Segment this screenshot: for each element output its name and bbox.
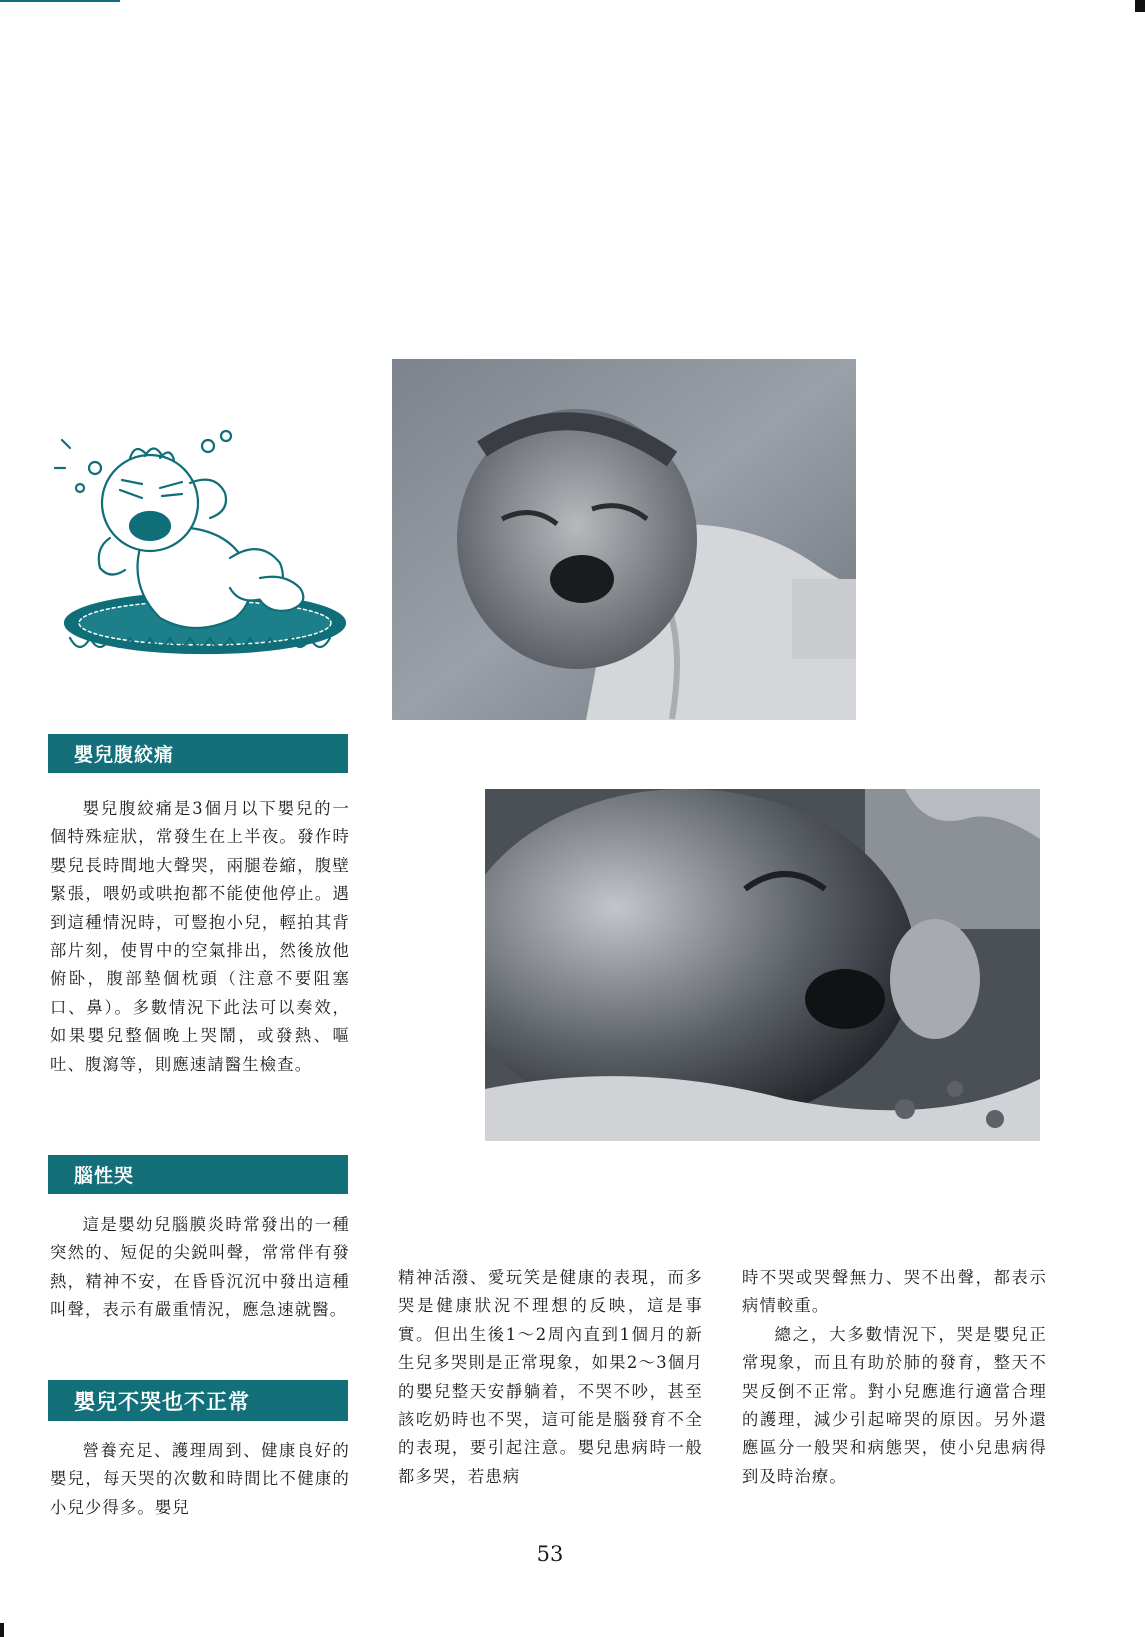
page-number: 53 bbox=[536, 1542, 564, 1566]
colic-paragraph: 嬰兒腹絞痛是3個月以下嬰兒的一個特殊症狀，常發生在上半夜。發作時嬰兒長時間地大聲哭，兩腿卷縮，腹壁緊張，喂奶或哄抱都不能使他停止。遇到這種情況時，可豎抱小兒，輕拍其背部片刻，使胃中的空氣排出，然後放他俯卧，腹部墊個枕頭（注意不要阻塞口、鼻）。多數情況下此法可以奏效，如果嬰兒整個晚上哭鬧，或發熱、嘔吐、腹瀉等，則應速請醫生檢查。 bbox=[50, 799, 350, 1074]
column-three bbox=[742, 1264, 1047, 1491]
section-heading-colic: 嬰兒腹絞痛 bbox=[48, 734, 348, 773]
crying-baby-cartoon bbox=[50, 428, 355, 668]
section-heading-not-crying: 嬰兒不哭也不正常 bbox=[48, 1380, 348, 1421]
not-crying-paragraph-part1: 營養充足、護理周到、健康良好的嬰兒，每天哭的次數和時間比不健康的小兒少得多。嬰兒 bbox=[50, 1441, 350, 1517]
scan-edge-mark bbox=[1135, 0, 1145, 12]
not-crying-paragraph-part3: 時不哭或哭聲無力、哭不出聲，都表示病情較重。 bbox=[742, 1268, 1047, 1316]
section-heading-cerebral-cry: 腦性哭 bbox=[48, 1155, 348, 1194]
cerebral-cry-paragraph: 這是嬰幼兒腦膜炎時常發出的一種突然的、短促的尖鋭叫聲，常常伴有發熱，精神不安，在昏昏沉沉中發出這種叫聲，表示有嚴重情況，應急速就醫。 bbox=[50, 1215, 350, 1320]
scan-edge-mark-bottom bbox=[0, 1623, 4, 1637]
crying-baby-photo-2 bbox=[485, 789, 1040, 1141]
top-rule bbox=[0, 0, 120, 2]
crying-baby-photo-1 bbox=[392, 359, 856, 720]
conclusion-paragraph: 總之，大多數情況下，哭是嬰兒正常現象，而且有助於肺的發育，整天不哭反倒不正常。對小兒應進行適當合理的護理，減少引起啼哭的原因。另外還應區分一般哭和病態哭，使小兒患病得到及時治療。 bbox=[742, 1324, 1047, 1486]
not-crying-paragraph-part2: 精神活潑、愛玩笑是健康的表現，而多哭是健康狀況不理想的反映，這是事實。但出生後1～2周內直到1個月的新生兒多哭則是正常現象，如果2～3個月的嬰兒整天安靜躺着，不哭不吵，甚至該吃奶時也不哭，這可能是腦發育不全的表現，要引起注意。嬰兒患病時一般都多哭，若患病 bbox=[398, 1268, 703, 1486]
